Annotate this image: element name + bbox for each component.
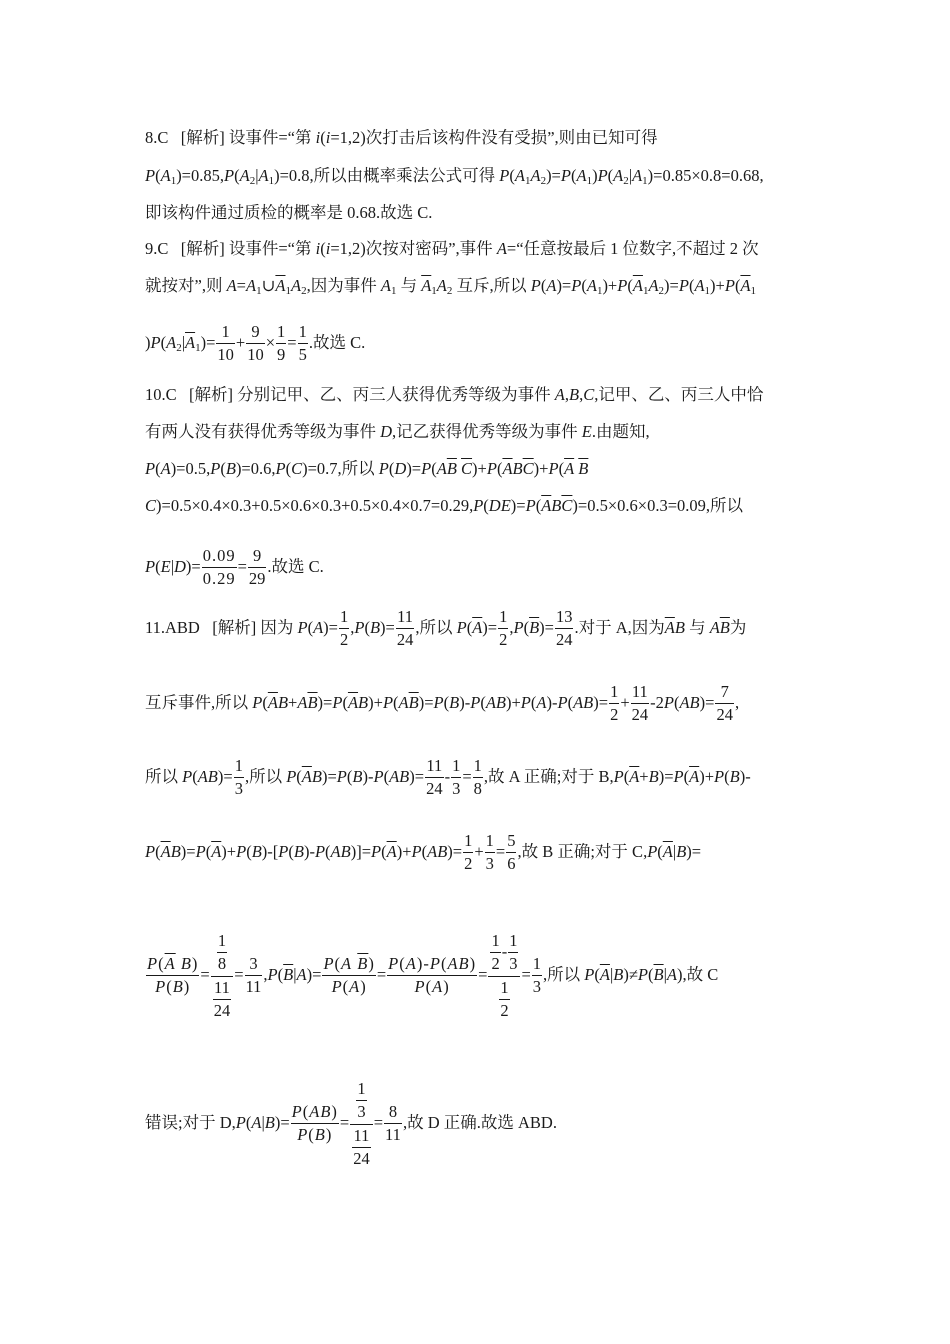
q10-line-3: P(A)=0.5,P(B)=0.6,P(C)=0.7,所以 $P(D)=P(A\overline{B}$ $\overline{C})+P(\overline{A}B\overline{C})+P(\overline{A}$ $\overline{B}$ [145, 459, 589, 478]
q8-line-3: 即该构件通过质检的概率是 0.68.故选 C. [145, 203, 433, 222]
q11-line-2: 互斥事件,所以 $P(\overline{A}B+A\overline{B})=P(\overline{A}B)+P(A\overline{B})=P(B)-P(AB)+P(A)-P(AB)=$ $\frac{1}{2}$ + $\frac{11}{24}$ -2P(AB)= $\frac{7}{24}$ , [145, 682, 740, 724]
q10-line-1: 10.C [解析] 分别记甲、乙、丙三人获得优秀等级为事件 A,B,C,记甲、乙、丙三人中恰 [145, 385, 764, 404]
q9-line-2: 就按对”,则 $A=A_1\cup\overline{A}_1A_2$,因为事件 $A_1$ 与 $\overline{A}_1A_2$ 互斥,所以 $P(A)=P(A_1)+P(\overline{A}_1A_2)=P(A_1)+P(\overline{A}_1$ [145, 276, 757, 297]
q11-line-4: $P(\overline{A}B)=P(\overline{A})+P(B)-[P(B)-P(AB)]=P(\overline{A})+P(AB)=$ $\frac{1}{2}$ + $\frac{1}{3}$ = $\frac{5}{6}$ ,故 B 正确;对于 $C,P(\overline{A}|B)=$ [145, 831, 702, 873]
q10-line-4: $C)=0.5\times 0.4\times 0.3+0.5\times 0.6\times 0.3+0.5\times 0.4\times 0.7=0.29,P(DE)=P(\overline{A}B\overline{C})=0.5\times 0.6\times 0.3=0.09$,所以 [145, 496, 743, 515]
q10-line-5: P(E|D)= $\frac{0.09}{0.29}$ = $\frac{9}{29}$ .故选 C. [145, 546, 324, 588]
q10-line-2: 有两人没有获得优秀等级为事件 D,记乙获得优秀等级为事件 E.由题知, [145, 422, 650, 441]
fraction: $\frac{1}{10}$ [217, 322, 234, 364]
q11-line-6: 错误;对于 D,P(A|B)= $\frac{P(AB)}{P(B)}$ = $\frac{\frac{1}{3}}{\frac{11}{24}}$ = $\frac{8}{11}$ ,故 D 正确.故选 ABD. [145, 1079, 557, 1168]
q8-line-2: $P(A_1)=0.85,P(A_2|A_1)=0.8$,所以由概率乘法公式可得 $P(A_1A_2)=P(A_1)P(A_2|A_1)=0.85\times 0.8=0.68$, [145, 166, 764, 187]
q11-line-3: 所以 P(AB)= $\frac{1}{3}$ ,所以 $P(\overline{A}B)=P(B)-P(AB)=$ $\frac{11}{24}$ - $\frac{1}{3}$ = $\frac{1}{8}$ ,故 A 正确;对于 $B,P(\overline{A}+B)=P(\overline{A})+P(B)-$ [145, 756, 751, 798]
q8-line-1: 8.C [解析] 设事件=“第 i(i=1,2)次打击后该构件没有受损”,则由已知可得 [145, 128, 658, 147]
q9-line-1: 9.C [解析] 设事件=“第 i(i=1,2)次按对密码”,事件 A=“任意按最后 1 位数字,不超过 2 次 [145, 239, 759, 258]
q9-line-3: )$P(A_2|\overline{A}_1)=$ $\frac{1}{10}$ + $\frac{9}{10}$ × $\frac{1}{9}$ = $\frac{1}{5}$ .故选 C. [145, 322, 366, 364]
q11-line-1: 11.ABD [解析] 因为 P(A)= $\frac{1}{2}$ ,P(B)= $\frac{11}{24}$ ,所以 $P(\overline{A})=$ $\frac{1}{2}$ $,P(\overline{B})=$ $\frac{13}{24}$ .对于 A,因为$\overline{A}B$ 与 $A\overline{B}$为 [145, 607, 747, 649]
q11-line-5: $\frac{P(\overline{A} B)}{P(B)}$ = $\frac{\frac{1}{8}}{\frac{11}{24}}$ = $\frac{3}{11}$ $,P(\overline{B}|A)=$ $\frac{P(A \overline{B})}{P(A)}$ = $\frac{P(A)-P(AB)}{P(A)}$ = $\frac{1}{2}$ - $\frac{1}{3}$ $\frac{1}{2}$ = $\frac{1}{3}$ ,所以 $P(\overline{A}|B)\ne P(\overline{B}|A)$,故 C [147, 931, 719, 1020]
